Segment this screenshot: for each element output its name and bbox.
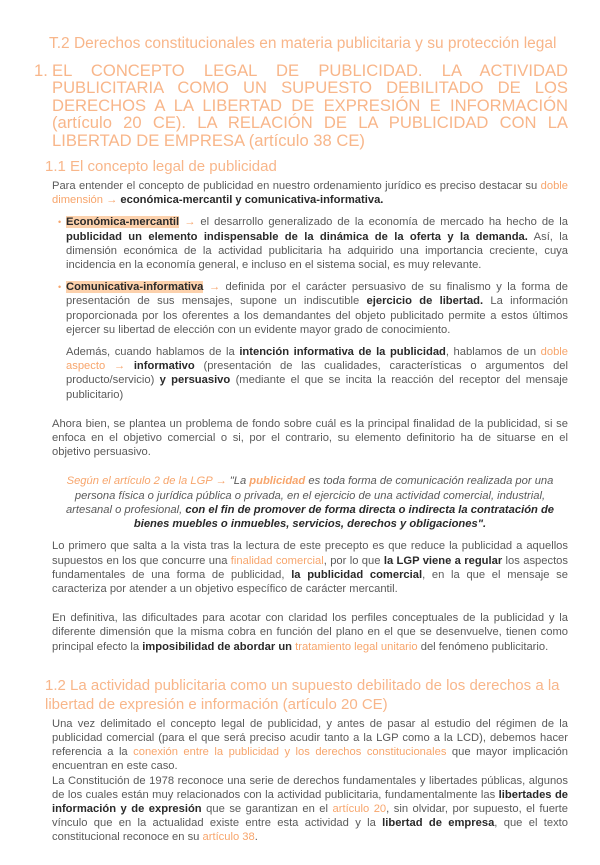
text-segment: intención informativa de la publicidad [239, 346, 446, 359]
text-segment: la publicidad comercial [291, 568, 423, 581]
highlighted-term: conexión entre la publicidad y los derechos constitucionales [133, 746, 447, 759]
highlighted-term: tratamiento legal unitario [295, 640, 418, 653]
document-title: T.2 Derechos constitucionales en materia publicitaria y su protección legal [49, 35, 557, 52]
paragraph-constitucion [52, 774, 568, 845]
paragraph-doble-aspecto [66, 345, 568, 402]
text-segment: informativo [133, 360, 195, 373]
text-segment: En definitiva, las dificultades para acotar con claridad los perfiles conceptuales de la publicidad y la diferente dimensión que la misma cobra en función del plano en el que se desenvuelve, tienen como principal efecto la [52, 612, 568, 653]
text-segment: libertad de empresa [382, 817, 495, 830]
text-segment: libertades de información y de expresión [52, 788, 569, 815]
highlighted-term: publicidad [249, 475, 306, 488]
text-segment: Ahora bien, se plantea un problema de fondo sobre cuál es la principal finalidad de la publicidad, si se enfoca en el objetivo comercial o si, por el contrario, su elemento definitorio ha de situarse en el objetivo persuasivo. [52, 417, 568, 459]
paragraph-intro [52, 179, 568, 207]
text-segment: que se garantizan en el [201, 802, 333, 815]
text-segment: definida por el carácter persuasivo de su finalismo y la forma de presentación de sus mensajes, supone un indiscutible [66, 281, 568, 308]
text-segment: , por lo que [323, 554, 384, 567]
text-segment: imposibilidad de abordar un [142, 640, 296, 653]
text-segment: "La [229, 475, 250, 488]
text-segment: del fenómeno publicitario. [417, 640, 549, 653]
highlighted-term: doble aspecto → [66, 346, 569, 373]
text-segment: Así, la dimensión económica de la actividad publicitaria ha adquirido una importancia creciente, cuya incidencia en la economía general, e incluso en el sistema social, es muy relevante. [66, 230, 568, 272]
text-segment: que mayor implicación encuentran en este caso. [52, 746, 568, 773]
text-segment: La Constitución de 1978 reconoce una serie de derechos fundamentales y libertades públicas, algunos de los cuales están muy relacionados con la actividad publicitaria, fundamentalmente las [52, 774, 568, 801]
quote-articulo-2-lgp [60, 474, 560, 531]
paragraph-ahora-bien [52, 417, 568, 460]
text-segment: , hablamos de un [445, 346, 541, 359]
text-segment: (mediante el que se incita la reacción del receptor del mensaje publicitario) [66, 374, 569, 401]
bullet-icon: • [58, 217, 62, 228]
bullet-economica-mercantil [58, 215, 569, 272]
heading-1-text: EL CONCEPTO LEGAL DE PUBLICIDAD. LA ACTIVIDAD PUBLICITARIA COMO UN SUPUESTO DEBILITADO DE LOS DERECHOS A LA LIBERTAD DE EXPRESIÓN E INFORMACIÓN (artículo 20 CE). LA RELACIÓN DE LA PUBLICIDAD CON LA LIBERTAD DE EMPRESA (artículo 38 CE) [52, 61, 568, 150]
highlighted-term: finalidad comercial [230, 554, 324, 567]
text-segment: . [254, 831, 258, 844]
text-segment: ejercicio de libertad. [366, 295, 484, 308]
text-segment: la LGP viene a regular [383, 554, 503, 567]
text-segment: , en la que el mensaje se caracteriza por atender a un objetivo específico de carácter mercantil. [52, 568, 569, 595]
bullet-comunicativa-informativa [58, 280, 568, 337]
text-segment: , que el texto constitucional reconoce en su [52, 817, 569, 844]
marked-term: Comunicativa-informativa [66, 281, 204, 294]
text-segment: La información proporcionada por los oferentes a los demandantes del objeto publicitado permite a estos últimos ejercer su libertad de elección con un evidente mayor grado de conocimiento. [66, 295, 568, 336]
highlighted-term: artículo 20 [332, 802, 387, 815]
text-segment: con el fin de promover de forma directa o indirecta la contratación de bienes muebles o inmuebles, servicios, derechos y obligaciones". [133, 503, 555, 531]
bullet-icon: • [58, 282, 62, 293]
highlighted-term: → [179, 216, 201, 229]
paragraph-lo-primero [52, 539, 568, 596]
section-1-1-title: 1.1 El concepto legal de publicidad [45, 158, 277, 176]
heading-1-number: 1. [34, 61, 48, 80]
text-segment: Lo primero que salta a la vista tras la lectura de este precepto es que reduce la publicidad a aquellos supuestos en los que concurre una [52, 540, 568, 567]
paragraph-una-vez [52, 717, 568, 774]
text-segment: Para entender el concepto de publicidad en nuestro ordenamiento jurídico es preciso destacar su [52, 180, 541, 193]
text-segment: económica-mercantil y comunicativa-informativa. [120, 194, 384, 207]
paragraph-en-definitiva [52, 611, 568, 654]
text-segment: publicidad un elemento indispensable de la dinámica de la oferta y la demanda. [66, 230, 528, 243]
highlighted-term: artículo 38 [202, 831, 255, 844]
text-segment: y persuasivo [159, 374, 231, 387]
section-1-2-title: 1.2 La actividad publicitaria como un supuesto debilitado de los derechos a la libertad de expresión e información (artículo 20 CE) [45, 676, 560, 713]
text-segment: el desarrollo generalizado de la economía de mercado ha hecho de la [200, 216, 569, 229]
text-segment: los aspectos fundamentales de una forma de publicidad, [52, 554, 568, 581]
text-segment: , sin olvidar, por supuesto, el fuerte vínculo que en la actualidad existe entre esta actividad y la [52, 802, 568, 830]
text-segment: (presentación de las cualidades, características o argumentos del producto/servicio) [66, 360, 569, 387]
text-segment: Una vez delimitado el concepto legal de publicidad, y antes de pasar al estudio del régimen de la publicidad comercial (para el que será preciso acudir tanto a la LGP como a la LCD), debemos hacer referencia a la [52, 717, 568, 759]
highlighted-term: Según el artículo 2 de la LGP → [66, 475, 230, 488]
text-segment: es toda forma de comunicación realizada por una persona física o jurídica pública o privada, en el ejercicio de una actividad comercial, industrial, artesanal o profesional, [65, 475, 554, 516]
text-segment: Además, cuando hablamos de la [66, 346, 240, 359]
highlighted-term: doble dimensión → [52, 180, 568, 207]
highlighted-term: → [203, 281, 226, 294]
marked-term: Económica-mercantil [66, 216, 180, 229]
heading-1 [34, 62, 568, 149]
